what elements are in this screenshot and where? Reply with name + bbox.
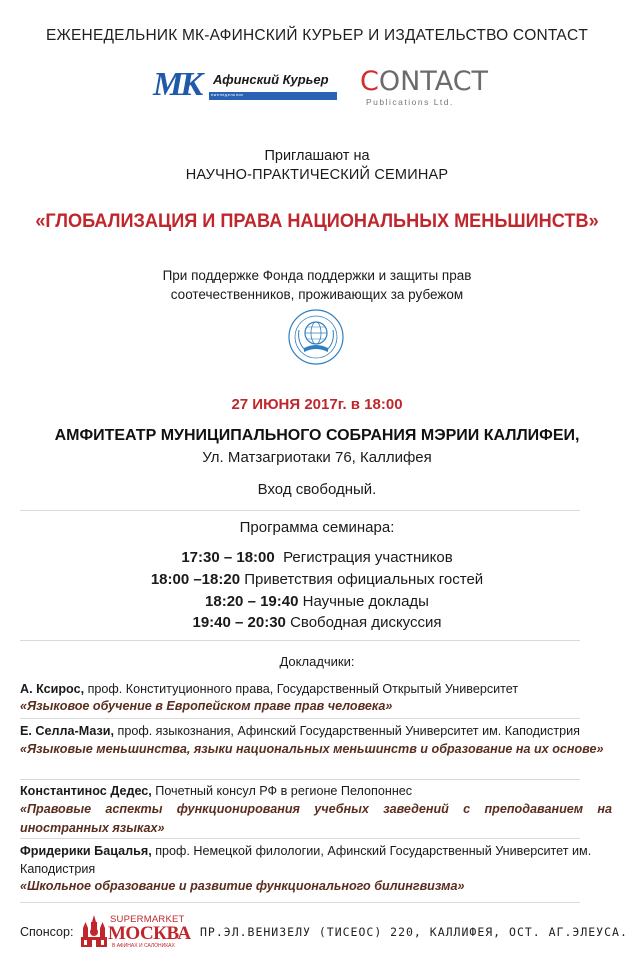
speaker-line	[20, 782, 612, 800]
program-item	[0, 614, 634, 631]
speaker-line	[20, 722, 612, 740]
program-text: Приветствия официальных гостей	[244, 571, 484, 588]
speaker-topic: «Правовые аспекты функционирования учебных заведений с преподаванием на иностранных языках»	[20, 802, 612, 835]
support-line-2: соотечественников, проживающих за рубежом	[170, 287, 464, 302]
program-time: 18:00 –18:20	[150, 571, 241, 588]
seminar-title: «ГЛОБАЛИЗАЦИЯ И ПРАВА НАЦИОНАЛЬНЫХ МЕНЬШИНСТВ»	[35, 210, 599, 232]
speaker-desc: Почетный консул РФ в регионе Пелопоннес	[155, 784, 413, 798]
contact-logo-word	[360, 66, 488, 97]
speaker-line	[20, 680, 612, 698]
contact-logo-c: C	[360, 66, 379, 97]
sponsor-subtitle: В АФИНАХ И САЛОНИКАХ	[112, 943, 175, 949]
speaker-name: А. Ксирос,	[20, 682, 85, 696]
program-text: Свободная дискуссия	[290, 614, 442, 631]
program-item	[0, 549, 634, 566]
program-text: Научные доклады	[302, 593, 429, 610]
divider	[20, 902, 580, 903]
sponsor-supermarket-word: SUPERMARKET	[110, 914, 185, 925]
moskva-supermarket-logo	[80, 912, 192, 950]
seminar-type: НАУЧНО-ПРАКТИЧЕСКИЙ СЕМИНАР	[185, 167, 449, 183]
event-date: 27 ИЮНЯ 2017г. в 18:00	[231, 396, 403, 413]
mk-athens-courier-logo	[153, 66, 339, 104]
speaker-topic: «Языковые меньшинства, языки национальных меньшинств и образование на их основе»	[20, 742, 604, 756]
program-title: Программа семинара:	[239, 519, 395, 536]
divider	[20, 510, 580, 511]
sponsor-address: ПР.ЭЛ.ВЕНИЗЕЛУ (ТИСЕОС) 220, КАЛЛИФЕЯ, ОСТ. АГ.ЭЛЕУСА.	[200, 925, 628, 939]
foundation-emblem-icon	[287, 308, 345, 366]
divider	[20, 640, 580, 641]
sponsor-name: МОСКВА	[108, 923, 191, 944]
entry-note: Вход свободный.	[257, 481, 377, 498]
program-time: 19:40 – 20:30	[192, 614, 286, 631]
invite-text: Приглашают на	[264, 148, 370, 164]
event-address: Ул. Матзагриотаки 76, Каллифея	[202, 449, 432, 466]
mk-logo-letters: МК	[153, 66, 201, 103]
speaker-name: Константинос Дедес,	[20, 784, 152, 798]
speaker-name: Фридерики Бацалья,	[20, 844, 152, 858]
event-venue: АМФИТЕАТР МУНИЦИПАЛЬНОГО СОБРАНИЯ МЭРИИ КАЛЛИФЕИ,	[54, 427, 580, 444]
speaker-desc: проф. Конституционного права, Государственный Открытый Университет	[87, 682, 519, 696]
divider	[20, 718, 580, 719]
speaker-topic: «Школьное образование и развитие функционального билингвизма»	[20, 879, 465, 893]
footer	[0, 912, 634, 952]
speaker-name: Е. Селла-Мази,	[20, 724, 114, 738]
program-item	[0, 571, 634, 588]
support-line-1: При поддержке Фонда поддержки и защиты прав	[162, 268, 472, 283]
contact-logo-subtitle: Publications Ltd.	[366, 97, 454, 107]
kremlin-icon	[80, 913, 108, 949]
divider	[20, 779, 580, 780]
sponsor-label: Спонсор:	[20, 925, 74, 939]
mk-logo-title: Афинский Курьер	[213, 72, 329, 87]
speakers-title: Докладчики:	[279, 654, 355, 669]
program-time: 18:20 – 19:40	[205, 593, 299, 610]
speaker-topic: «Языковое обучение в Европейском праве прав человека»	[20, 699, 393, 713]
divider	[20, 838, 580, 839]
speaker-desc: проф. Немецкой филологии, Афинский Государственный Университет им. Каподистрия	[20, 844, 592, 876]
speaker-desc: проф. языкознания, Афинский Государственный Университет им. Каподистрия	[117, 724, 580, 738]
program-text: Регистрация участников	[283, 549, 453, 566]
mk-logo-subtitle: еженедельник	[211, 92, 244, 97]
contact-logo-rest: ONTACT	[378, 66, 489, 97]
program-item	[0, 593, 634, 610]
speaker-line	[20, 842, 612, 878]
contact-publications-logo	[360, 66, 489, 110]
header-line: ЕЖЕНЕДЕЛЬНИК МК-АФИНСКИЙ КУРЬЕР И ИЗДАТЕЛЬСТВО CONTACT	[45, 27, 589, 44]
logos-row	[0, 62, 634, 112]
program-time: 17:30 – 18:00	[181, 549, 275, 566]
